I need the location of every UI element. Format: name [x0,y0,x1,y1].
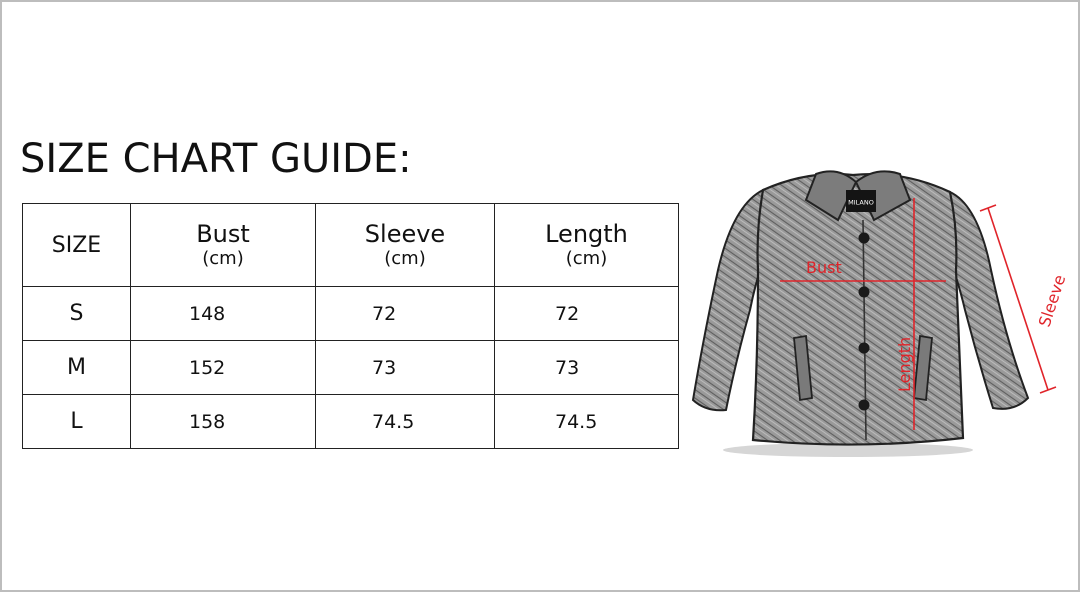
sleeve-value: 74.5 [372,410,415,433]
sleeve-value: 73 [372,356,397,379]
bust-value: 152 [189,356,226,379]
bust-cell [131,395,316,449]
size-cell: L [23,395,131,449]
jacket-body-shape [753,174,963,445]
page-title: SIZE CHART GUIDE: [20,136,412,182]
bust-value: 158 [189,410,226,433]
button-icon [859,343,870,354]
length-value: 72 [555,302,580,325]
length-value: 74.5 [555,410,598,433]
button-icon [859,400,870,411]
size-header-label: SIZE [51,232,102,258]
table-row-s [23,287,679,341]
size-cell: M [23,341,131,395]
length-header-cell [495,204,679,287]
bust-header-unit: (cm) [202,248,244,269]
bust-header-label: Bust [196,220,250,248]
sleeve-header-cell [316,204,495,287]
length-cell [495,287,679,341]
bust-cell [131,341,316,395]
jacket-illustration [688,160,1078,460]
table-header-row [23,204,679,287]
size-header-cell [23,204,131,287]
button-icon [859,287,870,298]
sleeve-value: 72 [372,302,397,325]
brand-label: MILANO [848,198,874,207]
bust-cell [131,287,316,341]
sleeve-cell [316,395,495,449]
bust-value: 148 [189,302,226,325]
length-value: 73 [555,356,580,379]
jacket-svg [688,160,1078,460]
sleeve-cell [316,341,495,395]
sleeve-measure-label: Sleeve [1034,272,1070,330]
table-row-l [23,395,679,449]
sleeve-cell [316,287,495,341]
bust-header-cell [131,204,316,287]
bust-measure-label: Bust [806,258,842,277]
length-cell [495,341,679,395]
length-header-label: Length [545,220,628,248]
length-measure-label: Length [895,336,914,392]
sleeve-header-label: Sleeve [364,220,446,248]
size-cell: S [23,287,131,341]
length-cell [495,395,679,449]
length-header-unit: (cm) [565,248,608,269]
table-row-m [23,341,679,395]
size-chart-table [22,203,679,449]
sleeve-header-unit: (cm) [384,248,426,269]
button-icon [859,233,870,244]
